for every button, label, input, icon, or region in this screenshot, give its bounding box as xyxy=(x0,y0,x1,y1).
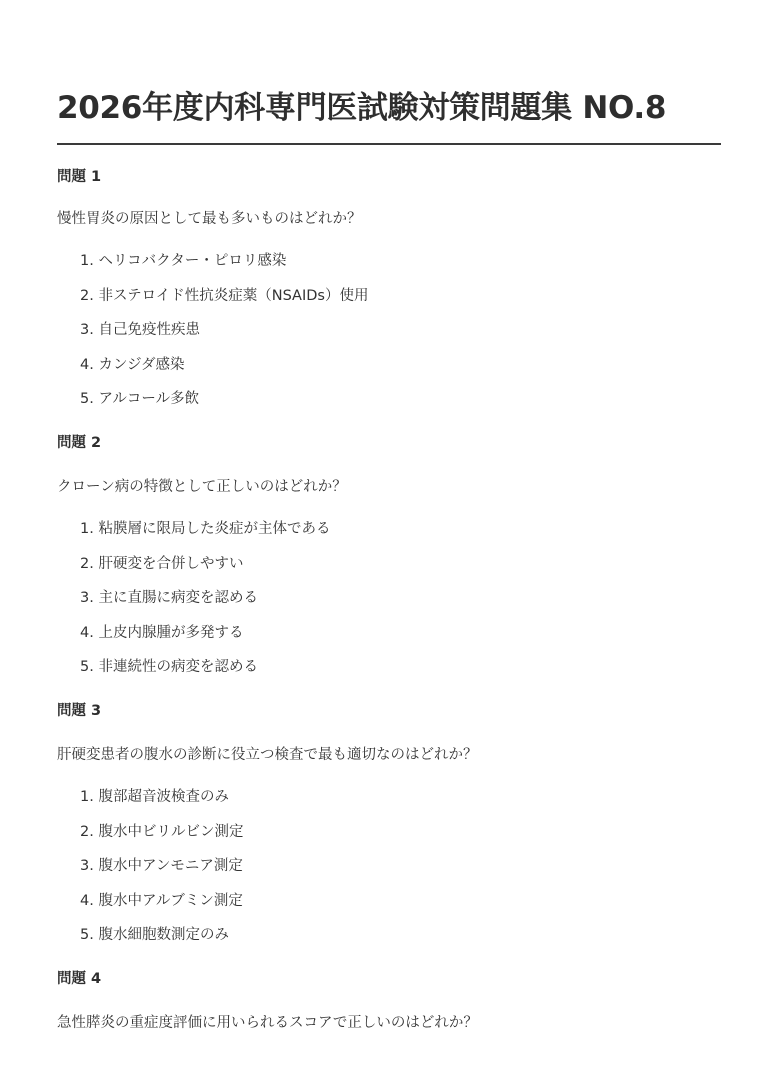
question-heading: 問題 2 xyxy=(57,435,102,451)
choice-item: 2. 肝硬変を合併しやすい xyxy=(80,555,244,572)
choice-item: 1. ヘリコバクター・ピロリ感染 xyxy=(80,253,287,269)
choice-item: 1. 粘膜層に限局した炎症が主体である xyxy=(80,521,331,537)
choice-list xyxy=(57,785,720,947)
choice-item: 2. 腹水中ビリルビン測定 xyxy=(80,823,244,840)
choice-item: 3. 自己免疫性疾患 xyxy=(80,322,200,338)
choice-item: 4. 上皮内腺腫が多発する xyxy=(80,624,244,641)
choice-item: 5. アルコール多飲 xyxy=(80,391,200,407)
question-heading: 問題 4 xyxy=(57,971,102,987)
question-3 xyxy=(57,699,720,947)
choice-item: 4. カンジダ感染 xyxy=(80,356,185,373)
choice-list xyxy=(57,249,720,411)
question-text: 慢性胃炎の原因として最も多いものはどれか？ xyxy=(57,211,362,227)
choice-item: 1. 腹部超音波検査のみ xyxy=(80,789,229,805)
choice-item: 3. 腹水中アンモニア測定 xyxy=(80,858,243,874)
question-heading: 問題 3 xyxy=(57,703,102,719)
question-text: 肝硬変患者の腹水の診断に役立つ検査で最も適切なのはどれか？ xyxy=(57,747,478,763)
question-2 xyxy=(57,431,720,679)
choice-item: 5. 非連続性の病変を認める xyxy=(80,659,258,675)
document-title: 2026年度内科専門医試験対策問題集 NO.8 xyxy=(57,90,667,126)
question-text: 急性膵炎の重症度評価に用いられるスコアで正しいのはどれか？ xyxy=(57,1015,478,1031)
question-text: クローン病の特徴として正しいのはどれか？ xyxy=(57,479,347,495)
question-heading: 問題 1 xyxy=(57,169,102,185)
choice-item: 3. 主に直腸に病変を認める xyxy=(80,590,258,606)
question-4 xyxy=(57,967,720,1035)
question-1 xyxy=(57,165,720,411)
choice-item: 4. 腹水中アルブミン測定 xyxy=(80,892,243,909)
choice-item: 5. 腹水細胞数測定のみ xyxy=(80,927,229,943)
choice-item: 2. 非ステロイド性抗炎症薬（NSAIDs）使用 xyxy=(80,287,369,304)
title-divider xyxy=(57,143,721,145)
choice-list xyxy=(57,517,720,679)
